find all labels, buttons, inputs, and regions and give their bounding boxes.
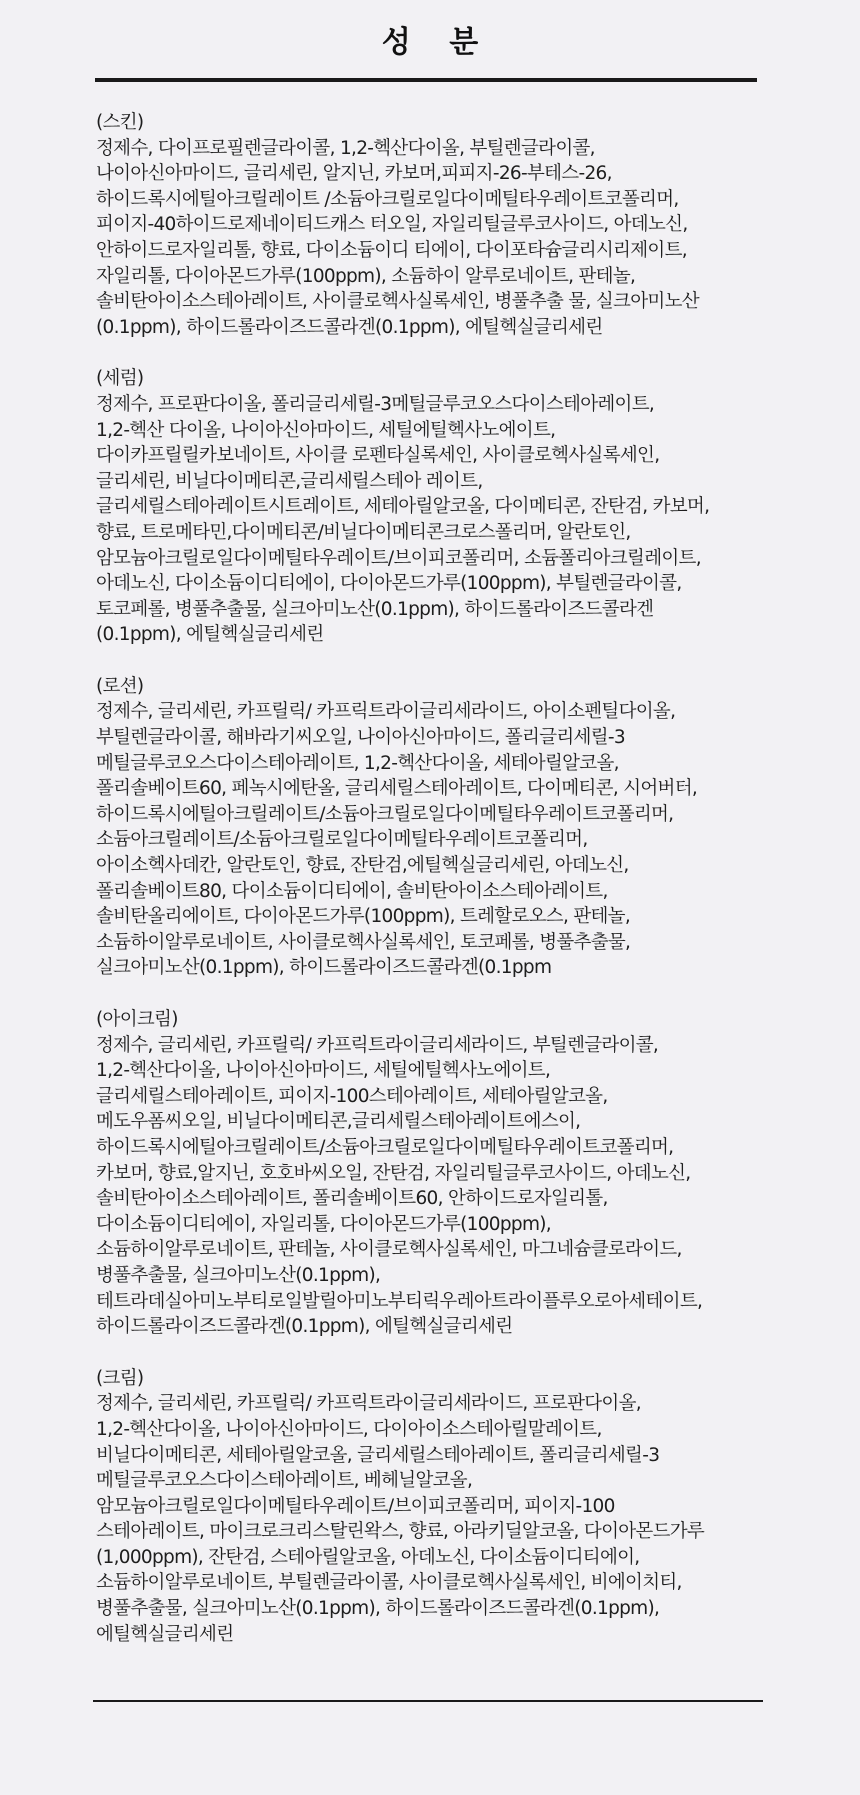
- ingredient-line: 솔비탄아이소스테아레이트, 폴리솔베이트60, 안하이드로자일리톨,: [96, 1188, 608, 1210]
- ingredient-line: 메틸글루코오스다이스테아레이트, 베헤닐알코올,: [96, 1470, 473, 1492]
- ingredient-line: 피이지-40하이드로제네이티드캐스 터오일, 자일리틸글루코사이드, 아데노신,: [96, 214, 688, 236]
- ingredient-line: 정제수, 글리세린, 카프릴릭/ 카프릭트라이글리세라이드, 프로판다이올,: [96, 1393, 641, 1415]
- ingredient-line: 나이아신아마이드, 글리세린, 알지닌, 카보머,피피지-26-부테스-26,: [96, 163, 612, 185]
- ingredient-line: 소듐하이알루로네이트, 부틸렌글라이콜, 사이클로헥사실록세인, 비에이치티,: [96, 1572, 682, 1594]
- ingredient-line: 글리세릴스테아레이트시트레이트, 세테아릴알코올, 다이메티콘, 잔탄검, 카보머,: [96, 496, 710, 518]
- ingredient-line: 메도우폼씨오일, 비닐다이메티콘,글리세릴스테아레이트에스이,: [96, 1111, 581, 1133]
- title-divider: [95, 78, 757, 82]
- ingredient-line: 병풀추출물, 실크아미노산(0.1ppm),: [96, 1264, 381, 1286]
- ingredient-line: 정제수, 프로판다이올, 폴리글리세릴-3메틸글루코오스다이스테아레이트,: [96, 393, 655, 415]
- ingredient-line: 정제수, 글리세린, 카프릴릭/ 카프릭트라이글리세라이드, 부틸렌글라이콜,: [96, 1034, 659, 1056]
- ingredient-line: 1,2-헥산다이올, 나이아신아마이드, 다이아이소스테아릴말레이트,: [96, 1418, 602, 1440]
- section-title: (크림): [96, 1367, 144, 1389]
- section-title: (아이크림): [96, 1009, 178, 1030]
- ingredient-line: 아데노신, 다이소듐이디티에이, 다이아몬드가루(100ppm), 부틸렌글라이콜,: [96, 573, 682, 595]
- ingredient-line: 폴리솔베이트80, 다이소듐이디티에이, 솔비탄아이소스테아레이트,: [96, 880, 608, 902]
- ingredient-line: 카보머, 향료,알지닌, 호호바씨오일, 잔탄검, 자일리틸글루코사이드, 아데노신,: [96, 1162, 691, 1184]
- ingredient-line: 글리세린, 비닐다이메티콘,글리세릴스테아 레이트,: [96, 470, 483, 492]
- ingredient-line: 안하이드로자일리톨, 향료, 다이소듐이디 티에이, 다이포타슘글리시리제이트,: [96, 239, 687, 261]
- ingredient-line: 실크아미노산(0.1ppm), 하이드롤라이즈드콜라겐(0.1ppm: [96, 957, 552, 979]
- ingredient-line: 에틸헥실글리세린: [96, 1623, 234, 1645]
- ingredient-section: [96, 1007, 756, 1340]
- ingredient-line: 글리세릴스테아레이트, 피이지-100스테아레이트, 세테아릴알코올,: [96, 1085, 608, 1107]
- ingredient-line: (0.1ppm), 에틸헥실글리세린: [96, 624, 324, 646]
- ingredient-line: 폴리솔베이트60, 페녹시에탄올, 글리세릴스테아레이트, 다이메티콘, 시어버터,: [96, 778, 698, 800]
- ingredient-line: 자일리톨, 다이아몬드가루(100ppm), 소듐하이 알루로네이트, 판테놀,: [96, 265, 636, 287]
- ingredient-line: 하이드롤라이즈드콜라겐(0.1ppm), 에틸헥실글리세린: [96, 1316, 513, 1338]
- ingredient-line: 정제수, 다이프로필렌글라이콜, 1,2-헥산다이올, 부틸렌글라이콜,: [96, 137, 595, 159]
- ingredient-line: 다이소듐이디티에이, 자일리톨, 다이아몬드가루(100ppm),: [96, 1213, 551, 1235]
- ingredient-line: 정제수, 글리세린, 카프릴릭/ 카프릭트라이글리세라이드, 아이소펜틸다이올,: [96, 701, 676, 723]
- ingredient-line: 하이드록시에틸아크릴레이트/소듐아크릴로일다이메틸타우레이트코폴리머,: [96, 803, 674, 825]
- ingredient-line: 아이소헥사데칸, 알란토인, 향료, 잔탄검,에틸헥실글리세린, 아데노신,: [96, 855, 629, 877]
- footer-divider: [93, 1700, 763, 1702]
- ingredient-section: [96, 1366, 756, 1648]
- ingredients-list: [96, 110, 756, 1673]
- ingredient-line: 메틸글루코오스다이스테아레이트, 1,2-헥산다이올, 세테아릴알코올,: [96, 752, 619, 774]
- page-title: 성 분: [381, 25, 493, 60]
- ingredient-line: 토코페롤, 병풀추출물, 실크아미노산(0.1ppm), 하이드롤라이즈드콜라겐: [96, 598, 654, 620]
- ingredient-line: 1,2-헥산 다이올, 나이아신아마이드, 세틸에틸헥사노에이트,: [96, 419, 556, 441]
- ingredient-line: 다이카프릴릴카보네이트, 사이클 로펜타실록세인, 사이클로헥사실록세인,: [96, 445, 660, 467]
- ingredient-line: (0.1ppm), 하이드롤라이즈드콜라겐(0.1ppm), 에틸헥실글리세린: [96, 316, 603, 338]
- ingredient-line: 솔비탄아이소스테아레이트, 사이클로헥사실록세인, 병풀추출 물, 실크아미노산: [96, 291, 699, 313]
- ingredient-line: 향료, 트로메타민,다이메티콘/비닐다이메티콘크로스폴리머, 알란토인,: [96, 521, 631, 543]
- ingredient-section: [96, 674, 756, 981]
- ingredient-section: [96, 110, 756, 340]
- ingredient-section: [96, 366, 756, 648]
- ingredient-line: 비닐다이메티콘, 세테아릴알코올, 글리세릴스테아레이트, 폴리글리세릴-3: [96, 1444, 660, 1466]
- ingredient-line: 하이드록시에틸아크릴레이트 /소듐아크릴로일다이메틸타우레이트코폴리머,: [96, 188, 679, 210]
- ingredient-line: 소듐하이알루로네이트, 사이클로헥사실록세인, 토코페롤, 병풀추출물,: [96, 931, 631, 953]
- ingredient-line: 소듐하이알루로네이트, 판테놀, 사이클로헥사실록세인, 마그네슘클로라이드,: [96, 1239, 682, 1261]
- ingredient-line: 1,2-헥산다이올, 나이아신아마이드, 세틸에틸헥사노에이트,: [96, 1060, 551, 1082]
- ingredient-line: 테트라데실아미노부티로일발릴아미노부티릭우레아트라이플루오로아세테이트,: [96, 1290, 703, 1312]
- ingredient-line: 솔비탄올리에이트, 다이아몬드가루(100ppm), 트레할로오스, 판테놀,: [96, 906, 631, 928]
- section-title: (스킨): [96, 112, 144, 133]
- ingredient-line: 스테아레이트, 마이크로크리스탈린왁스, 향료, 아라키딜알코올, 다이아몬드가루: [96, 1521, 705, 1543]
- section-title: (로션): [96, 675, 144, 697]
- ingredient-line: 부틸렌글라이콜, 해바라기씨오일, 나이아신아마이드, 폴리글리세릴-3: [96, 727, 625, 749]
- section-title: (세럼): [96, 368, 144, 390]
- ingredient-line: 암모늄아크릴로일다이메틸타우레이트/브이피코폴리머, 소듐폴리아크릴레이트,: [96, 547, 701, 569]
- ingredient-line: (1,000ppm), 잔탄검, 스테아릴알코올, 아데노신, 다이소듐이디티에이,: [96, 1546, 640, 1568]
- ingredient-line: 하이드록시에틸아크릴레이트/소듐아크릴로일다이메틸타우레이트코폴리머,: [96, 1136, 674, 1158]
- ingredient-line: 암모늄아크릴로일다이메틸타우레이트/브이피코폴리머, 피이지-100: [96, 1495, 615, 1517]
- ingredient-line: 병풀추출물, 실크아미노산(0.1ppm), 하이드롤라이즈드콜라겐(0.1ppm),: [96, 1598, 660, 1620]
- ingredient-line: 소듐아크릴레이트/소듐아크릴로일다이메틸타우레이트코폴리머,: [96, 829, 588, 851]
